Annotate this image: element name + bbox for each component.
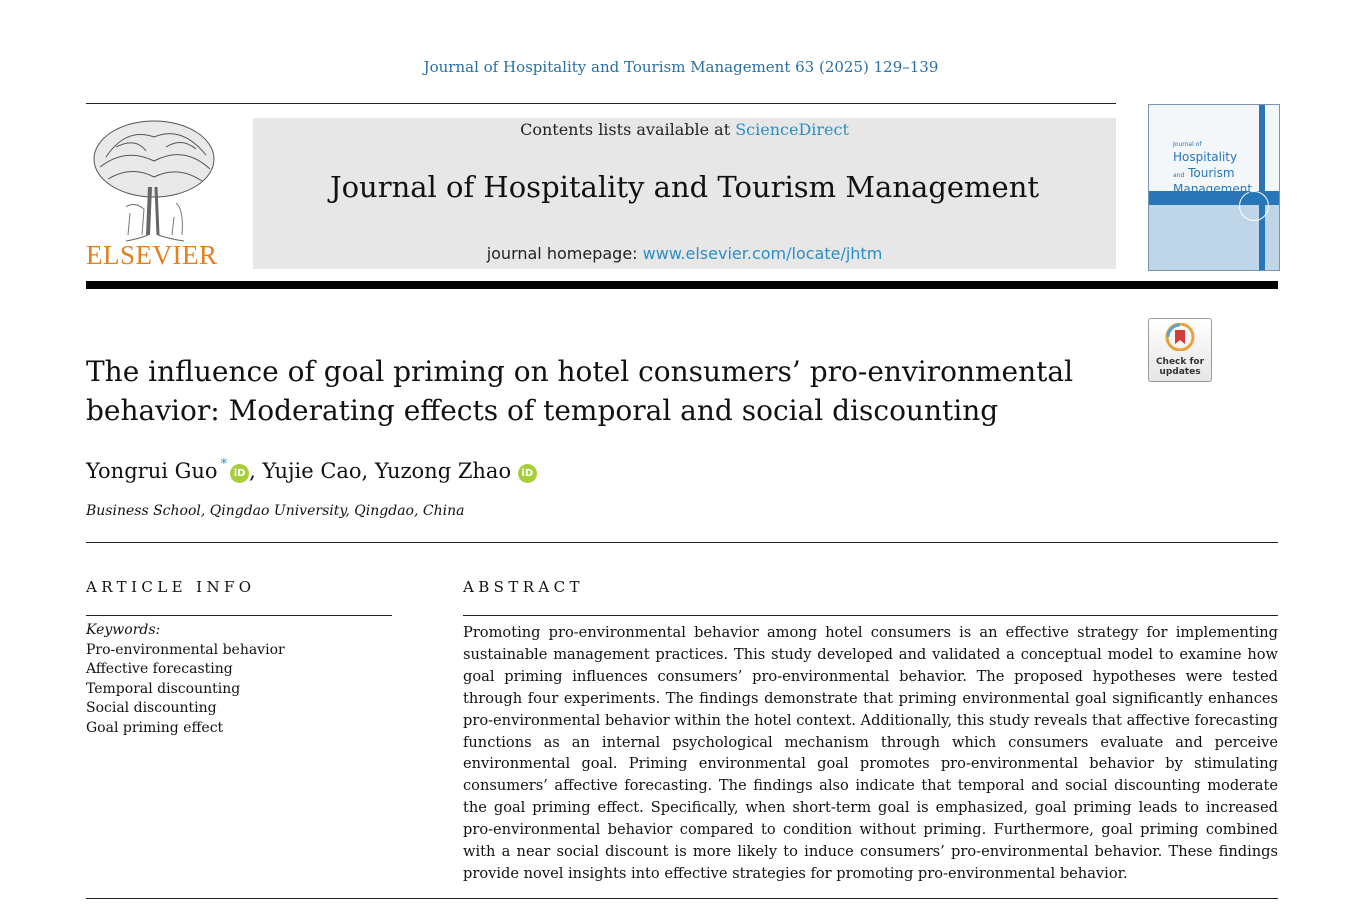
- homepage-line: [253, 244, 1116, 263]
- cover-line1: Journal of: [1173, 141, 1202, 148]
- keywords-label: Keywords:: [86, 622, 161, 638]
- cover-line3-prefix: and: [1173, 172, 1185, 179]
- author-affiliation: Business School, Qingdao University, Qingdao, China: [86, 503, 465, 519]
- author-name[interactable]: Yujie Cao: [262, 459, 362, 483]
- author-name[interactable]: Yongrui Guo: [86, 459, 218, 483]
- bottom-divider: [86, 898, 1278, 899]
- cover-title: [1173, 141, 1252, 197]
- orcid-icon[interactable]: iD: [230, 464, 249, 483]
- author-separator: ,: [249, 459, 263, 483]
- cover-line4: Management: [1173, 182, 1253, 196]
- cover-line2: Hospitality: [1173, 150, 1238, 164]
- keywords-block: [86, 621, 392, 739]
- keyword-item: Temporal discounting: [86, 680, 241, 697]
- abstract-divider: [463, 615, 1278, 616]
- journal-title: Journal of Hospitality and Tourism Management: [329, 170, 1040, 204]
- cover-stripe: [1259, 105, 1265, 270]
- homepage-link[interactable]: www.elsevier.com/locate/jhtm: [642, 244, 883, 263]
- author-name[interactable]: Yuzong Zhao: [374, 459, 512, 483]
- top-divider: [86, 103, 1116, 104]
- homepage-prefix: journal homepage:: [486, 244, 643, 263]
- article-title: The influence of goal priming on hotel consumers’ pro-environmental behavior: Moderating effects of temporal and social discounting: [86, 355, 1074, 427]
- contents-line: [253, 120, 1116, 139]
- check-updates-label: [1149, 357, 1211, 377]
- article-info-heading: ARTICLE INFO: [86, 578, 256, 596]
- author-list: [86, 457, 537, 483]
- journal-masthead: [253, 118, 1116, 269]
- keyword-item: Goal priming effect: [86, 719, 224, 736]
- check-for-updates-button[interactable]: [1148, 318, 1212, 382]
- check-updates-line1: Check for: [1155, 357, 1205, 367]
- orcid-icon[interactable]: iD: [518, 464, 537, 483]
- keyword-item: Affective forecasting: [86, 661, 233, 678]
- author-separator: ,: [361, 459, 375, 483]
- article-info-divider: [86, 615, 392, 616]
- check-updates-line2: updates: [1159, 367, 1201, 377]
- abstract-text: Promoting pro-environmental behavior among hotel consumers is an effective strategy for implementing sustainable management practices. This study developed and validated a conceptual model to examine how goal priming influences consumers’ pro-environmental behavior. The proposed hypotheses were tested through four experiments. The findings demonstrate that priming environmental goal significantly enhances pro-environmental behavior within the hotel context. Additionally, this study reveals that affective forecasting functions as an internal psychological mechanism through which consumers evaluate and perceive environmental goal. Priming environmental goal promotes pro-environmental behavior by stimulating consumers’ affective forecasting. The findings also indicate that temporal and social discounting moderate the goal priming effect. Specifically, when short-term goal is emphasized, goal priming leads to increased pro-environmental behavior compared to condition without priming. Furthermore, goal priming combined with a near social discount is more likely to induce consumers’ pro-environmental behavior. These findings provide novel insights into effective strategies for promoting pro-environmental behavior.: [463, 624, 1278, 882]
- publisher-wordmark[interactable]: ELSEVIER: [86, 240, 218, 270]
- abstract-heading: ABSTRACT: [463, 578, 584, 596]
- sciencedirect-link[interactable]: ScienceDirect: [735, 120, 849, 139]
- cover-line3: Tourism: [1188, 166, 1235, 180]
- header-thick-divider: [86, 281, 1278, 289]
- journal-citation[interactable]: Journal of Hospitality and Tourism Management 63 (2025) 129–139: [423, 58, 939, 76]
- keyword-item: Social discounting: [86, 700, 217, 717]
- contents-prefix: Contents lists available at: [520, 120, 736, 139]
- journal-cover-thumbnail[interactable]: [1148, 104, 1280, 271]
- bookmark-icon: [1164, 323, 1196, 351]
- section-divider: [86, 542, 1278, 543]
- corresponding-author-mark[interactable]: *: [220, 457, 228, 472]
- keyword-item: Pro-environmental behavior: [86, 641, 285, 658]
